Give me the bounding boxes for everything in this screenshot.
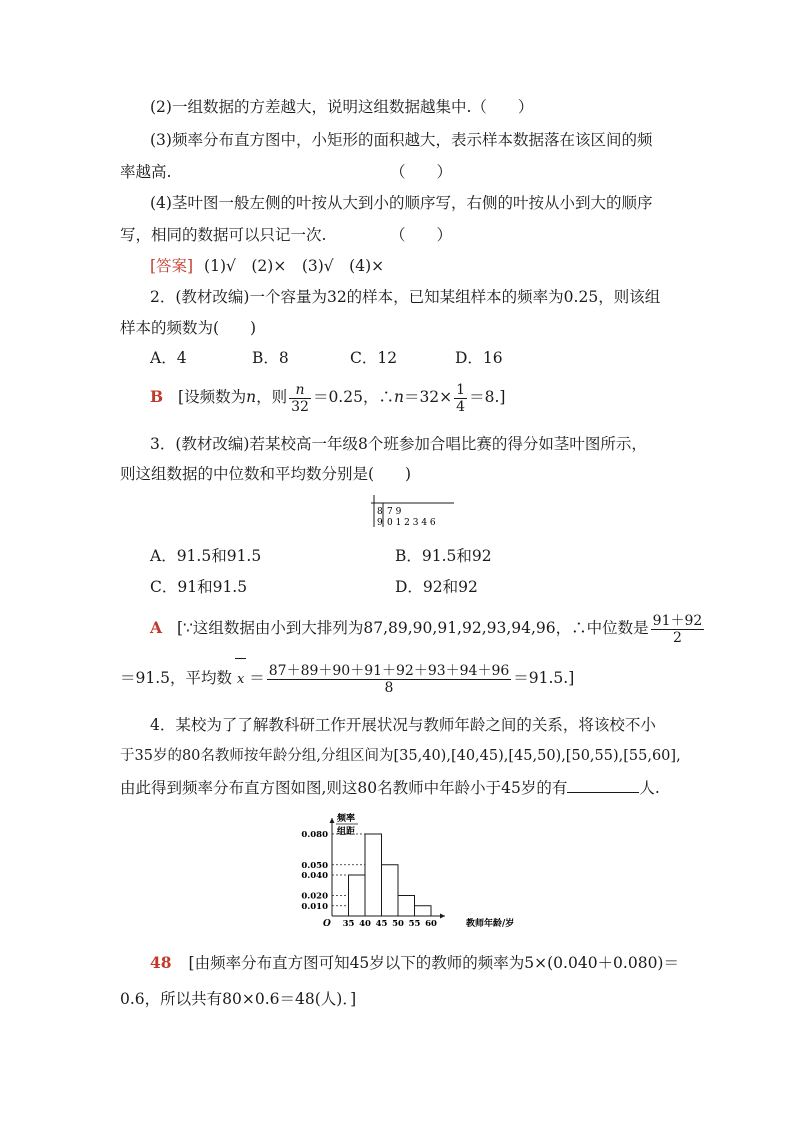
- histogram-bar-45-50: [382, 865, 399, 916]
- q3-option-b: B．91.5和92: [395, 547, 492, 565]
- stem-9: 9: [377, 518, 383, 528]
- q2-sol-eq: ＝0.25，∴: [312, 388, 394, 406]
- histogram-ytick-0.010: 0.010: [301, 901, 328, 912]
- stem-leaf-plot: [368, 493, 458, 529]
- judge-item-2: (2)一组数据的方差越大，说明这组数据越集中.（ ）: [150, 98, 534, 116]
- histogram-x-arrow: [440, 914, 445, 919]
- q2-answer-key: B: [150, 387, 164, 406]
- answer-text: (1)√ (2)× (3)√ (4)×: [204, 257, 385, 275]
- histogram-bar-40-45: [365, 834, 382, 916]
- q4-solution-line1: [150, 952, 679, 974]
- histogram-x-ticks: [343, 919, 437, 929]
- histogram-bar-50-55: [398, 896, 415, 917]
- q2-sol-mid: ，则: [256, 388, 288, 406]
- judge-answer: [150, 255, 384, 277]
- q3-stem-line2: 则这组数据的中位数和平均数分别是( ): [120, 465, 412, 483]
- q3-sol-b-pre: ＝91.5，平均数: [120, 669, 233, 687]
- histogram-xtick-55: 55: [408, 919, 421, 929]
- histogram-origin: O: [323, 919, 331, 929]
- histogram-bar-55-60: [415, 906, 432, 916]
- q4-stem-unit: 人.: [639, 779, 660, 797]
- q2-solution: [150, 379, 505, 415]
- histogram-xtick-45: 45: [375, 919, 388, 929]
- q2-var-n2: n: [393, 388, 404, 406]
- q2-sol-end: ＝8.]: [469, 388, 506, 406]
- q4-stem-line2: 于35岁的80名教师按年龄分组,分组区间为[35,40),[40,45),[45,50),[50,55),[55,60],: [120, 748, 681, 764]
- q2-fraction-one-quarter: $\frac{1}{4}$: [456, 381, 466, 415]
- judge-item-4-line2: 写，相同的数据可以只记一次.: [120, 226, 327, 244]
- q4-stem-line3: [120, 776, 660, 799]
- judge-item-3-paren: （ ）: [390, 163, 453, 181]
- histogram-ytick-0.040: 0.040: [301, 871, 328, 881]
- q4-answer-key: 48: [150, 953, 172, 972]
- q3-option-c: C．91和91.5: [150, 578, 248, 596]
- judge-item-3-line1: (3)频率分布直方图中，小矩形的面积越大，表示样本数据落在该区间的频: [150, 131, 653, 149]
- histogram-y-arrow: [330, 818, 335, 823]
- q3-stem-line1: 3．(教材改编)若某校高一年级8个班参加合唱比赛的得分如茎叶图所示，: [150, 435, 647, 453]
- histogram-bar-35-40: [349, 875, 366, 916]
- q3-option-a: A．91.5和91.5: [150, 547, 262, 565]
- q2-fraction-n-over-32: $\frac{n}{32}$: [291, 381, 309, 415]
- histogram-xtick-40: 40: [359, 919, 371, 929]
- histogram-xtick-35: 35: [342, 919, 355, 929]
- q4-sol-a: [由频率分布直方图可知45岁以下的教师的频率为5×(0.040＋0.080)＝: [188, 954, 679, 972]
- histogram-bars: [349, 834, 432, 916]
- q2-stem-line2: 样本的频数为( ): [120, 319, 257, 337]
- q2-sol-eq2: ＝32×: [403, 388, 453, 406]
- q2-var-n: n: [246, 388, 257, 406]
- q2-option-d: D．16: [455, 349, 503, 367]
- q4-stem-text: 由此得到频率分布直方图如图,则这80名教师中年龄小于45岁的有: [120, 779, 568, 797]
- histogram-y-ticks: [301, 830, 328, 912]
- q3-mean-symbol: x: [237, 662, 244, 698]
- histogram-ytick-0.050: 0.050: [301, 860, 328, 871]
- q2-sol-pre: [设频数为: [178, 388, 247, 406]
- q3-option-d: D．92和92: [395, 578, 478, 596]
- stem-8: 8: [377, 507, 383, 517]
- answer-label: [答案]: [150, 257, 194, 275]
- judge-item-4-line1: (4)茎叶图一般左侧的叶按从大到小的顺序写，右侧的叶按从小到大的顺序: [150, 194, 653, 212]
- q4-solution-line2: 0.6，所以共有80×0.6＝48(人)．]: [120, 990, 357, 1008]
- histogram-ytick-0.080: 0.080: [301, 830, 328, 840]
- q2-stem-line1: 2．(教材改编)一个容量为32的样本，已知某组样本的频率为0.25，则该组: [150, 288, 661, 306]
- histogram-ylabel-top: 频率: [337, 814, 356, 824]
- judge-item-3-line2: 率越高.: [120, 163, 172, 181]
- q3-solution-line2: [120, 660, 574, 698]
- histogram-xtick-60: 60: [425, 919, 437, 929]
- histogram-ylabel-bottom: 组距: [337, 827, 356, 837]
- q2-option-a: A．4: [150, 349, 187, 367]
- q3-sol-b-eq: ＝: [249, 669, 265, 687]
- q4-stem-line1: 4．某校为了了解教科研工作开展状况与教师年龄之间的关系，将该校不小: [150, 716, 656, 734]
- leaves-8: 7 9: [387, 507, 402, 517]
- leaves-9: 0 1 2 3 4 6: [387, 518, 436, 528]
- frequency-histogram: [290, 808, 514, 932]
- histogram-xtick-50: 50: [392, 919, 404, 929]
- q2-option-b: B．8: [252, 349, 289, 367]
- q3-mean-fraction: $\frac{87+89+90+91+92+93+94+96}{8}$: [268, 662, 510, 696]
- q4-answer-blank: [567, 776, 639, 793]
- q3-answer-key: A: [150, 618, 163, 637]
- q3-sol-a: [∵这组数据由小到大排列为87,89,90,91,92,93,94,96，∴中位数是: [176, 619, 649, 637]
- histogram-xlabel: 教师年龄/岁: [466, 919, 514, 929]
- q3-median-fraction: $\frac{91+92}{2}$: [652, 612, 703, 646]
- q2-option-c: C．12: [350, 349, 398, 367]
- histogram-ytick-0.020: 0.020: [301, 891, 328, 902]
- q3-solution-line1: [150, 610, 706, 646]
- judge-item-4-paren: （ ）: [390, 226, 453, 244]
- q3-sol-b-end: ＝91.5.]: [513, 669, 575, 687]
